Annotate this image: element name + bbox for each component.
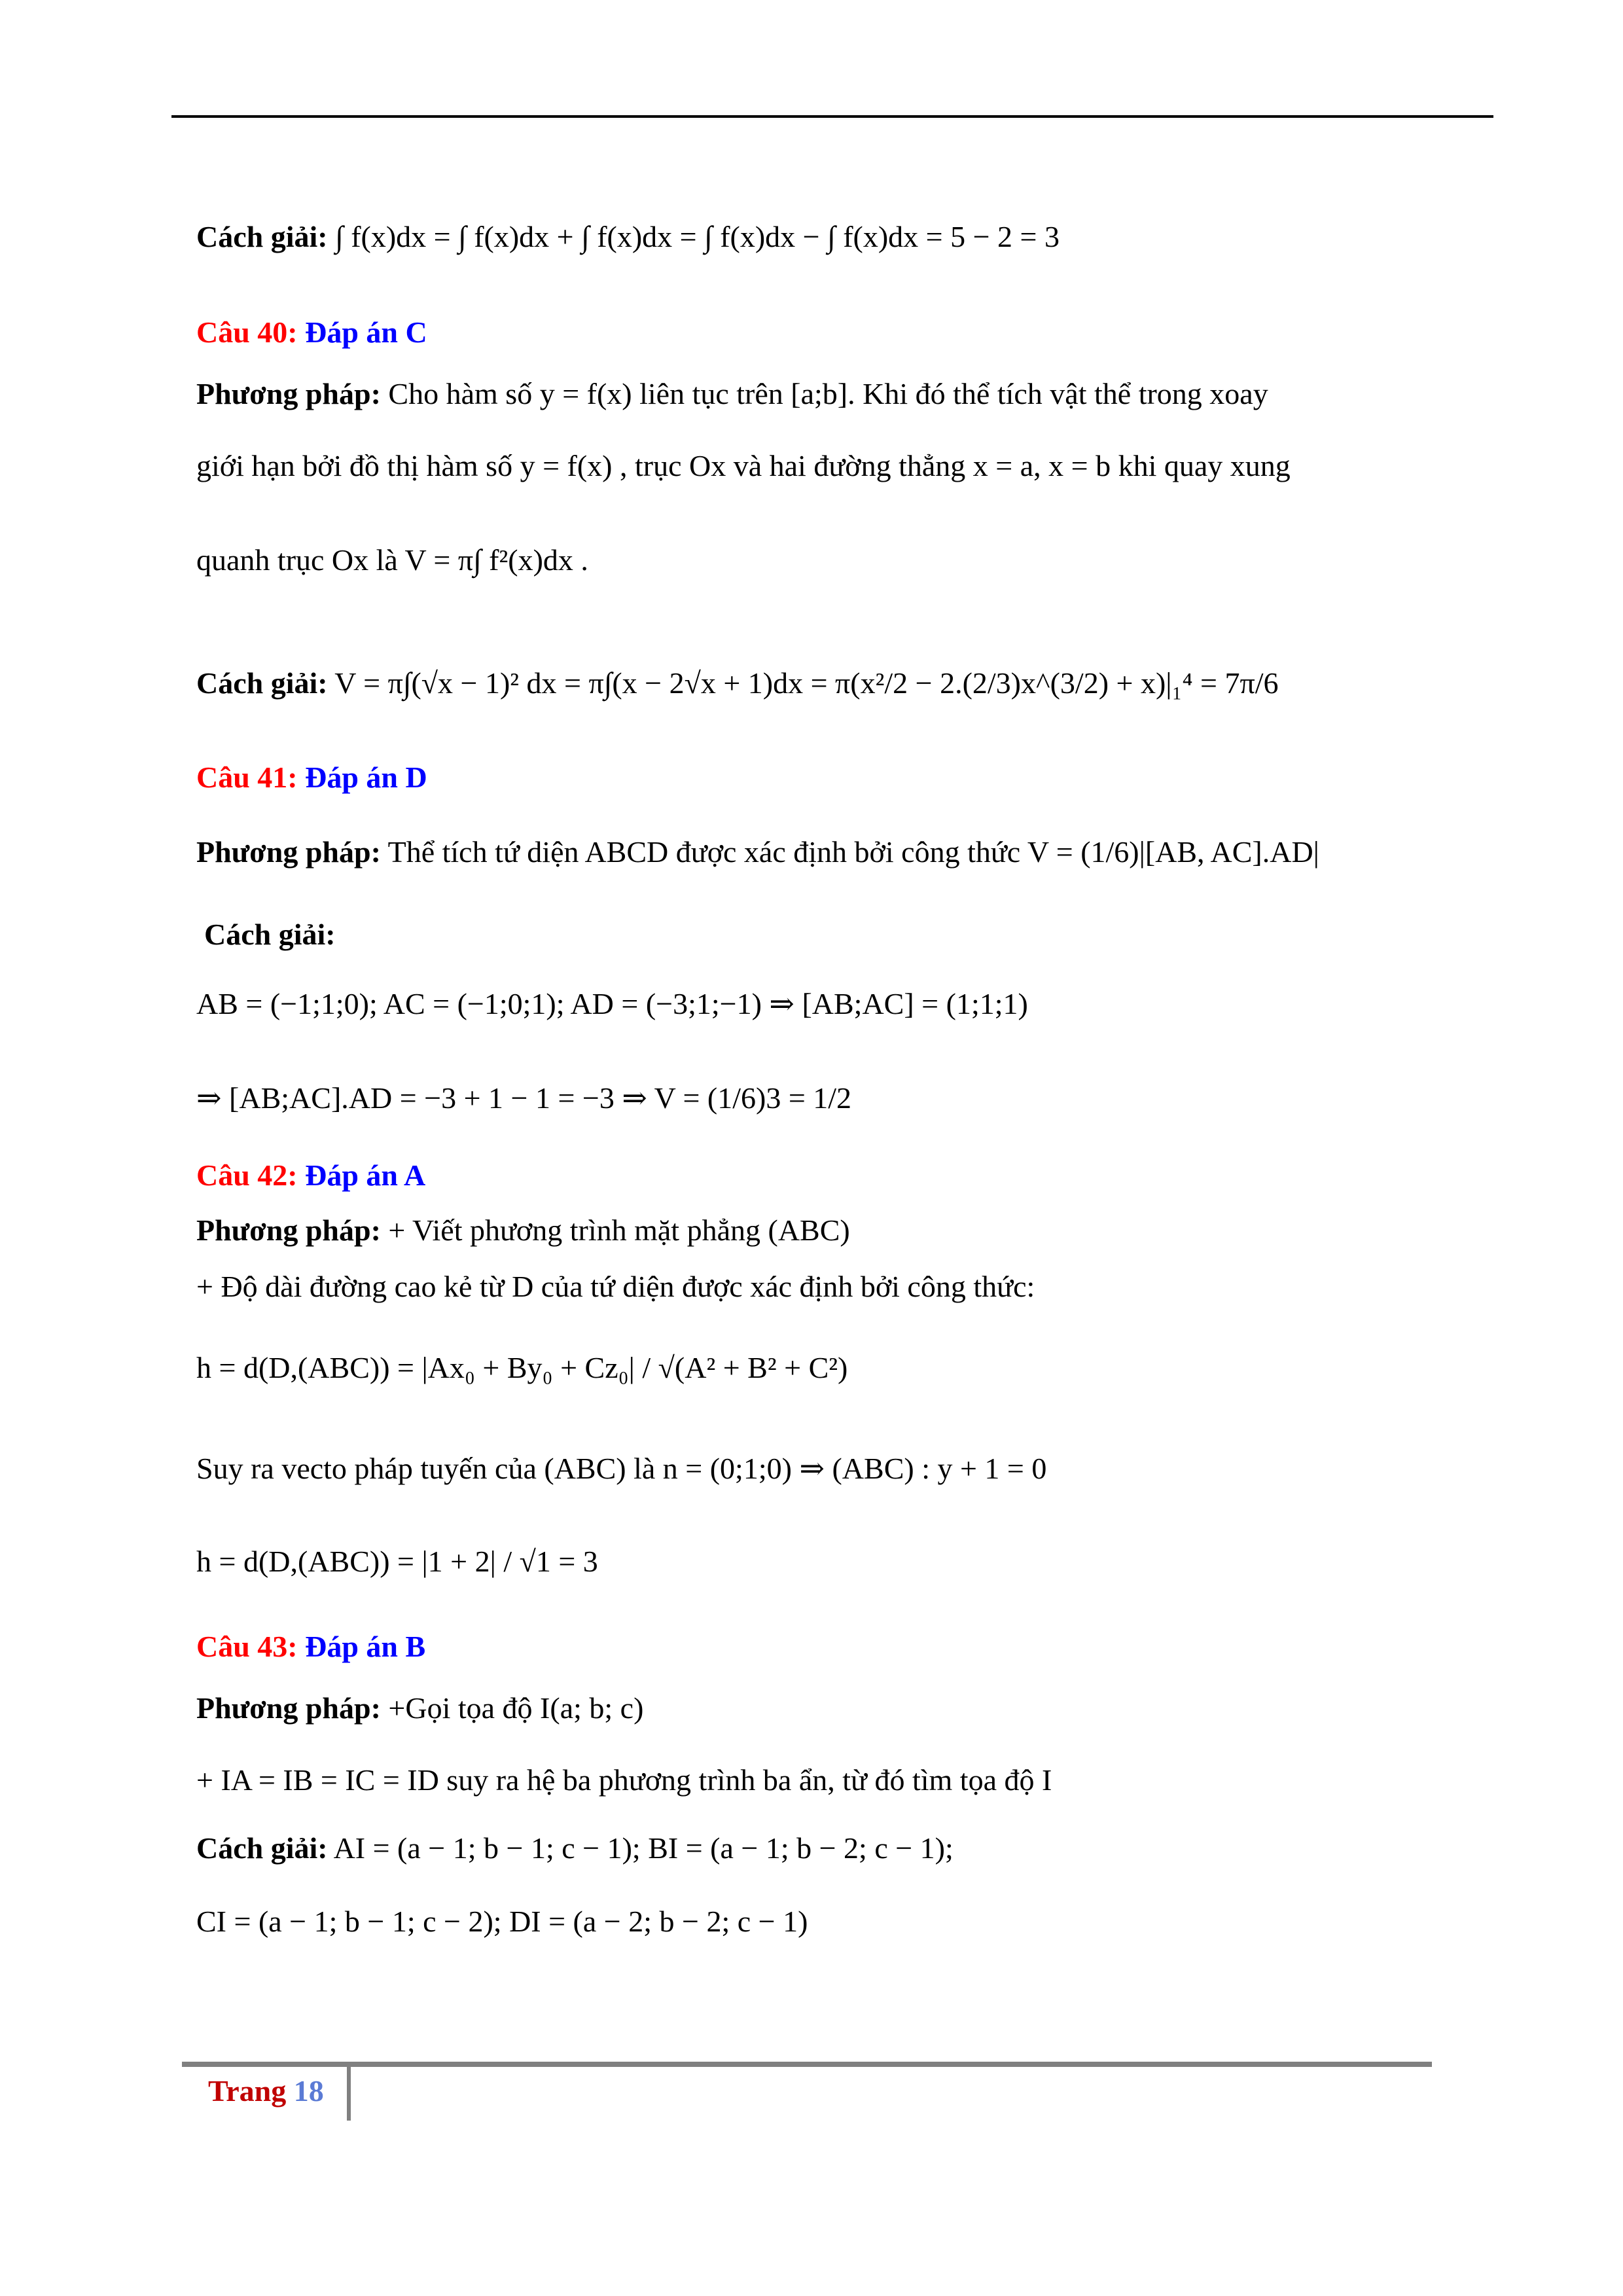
method-text: + IA = IB = IC = ID suy ra hệ ba phương trình ba ẩn, từ đó tìm tọa độ I [196,1763,1052,1797]
q41-method [196,833,1319,872]
method-text: +Gọi tọa độ I(a; b; c) [388,1691,644,1725]
method-text: Cho hàm số y = f(x) liên tục trên [a;b]. Khi đó thể tích vật thể trong xoay [388,377,1268,410]
page-label: Trang [208,2074,287,2108]
question-41-heading [196,758,427,797]
q42-text3 [196,1449,1046,1488]
header-rule [171,115,1493,118]
q43-solution-line1 [196,1829,954,1868]
question-answer: Đáp án C [305,315,427,349]
method-label: Phương pháp: [196,835,381,869]
q43-solution-line2 [196,1902,808,1941]
page-number-value: 18 [293,2074,324,2108]
question-answer: Đáp án D [305,761,427,794]
method-text: + Viết phương trình mặt phẳng (ABC) [388,1213,850,1247]
q40-method-line2 [196,446,1291,486]
footer-rule [182,2062,1432,2067]
q40-method-line1 [196,374,1268,414]
question-43-heading [196,1627,425,1666]
solution-formula: AI = (a − 1; b − 1; c − 1); BI = (a − 1; b − 2; c − 1); [333,1831,954,1865]
q40-solution [196,664,1279,703]
q40-method-line3 [196,541,588,580]
solution-label: Cách giải: [196,666,328,700]
solution-formula: V = π∫(√x − 1)² dx = π∫(x − 2√x + 1)dx = π(x²/2 − 2.(2/3)x^(3/2) + x)|₁⁴ = 7π/6 [334,666,1279,700]
question-answer: Đáp án A [305,1158,426,1192]
question-number: Câu 40: [196,315,298,349]
question-number: Câu 42: [196,1158,298,1192]
solution-line-integral [196,217,1060,257]
question-number: Câu 41: [196,761,298,794]
method-label: Phương pháp: [196,1213,381,1247]
q42-method-line2 [196,1267,1035,1306]
q43-method-line2 [196,1761,1052,1800]
method-text: quanh trục Ox là V = π∫ f²(x)dx . [196,543,588,577]
solution-formula: AB = (−1;1;0); AC = (−1;0;1); AD = (−3;1;−1) ⇒ [AB;AC] = (1;1;1) [196,987,1028,1020]
solution-formula: CI = (a − 1; b − 1; c − 2); DI = (a − 2; b − 2; c − 1) [196,1905,808,1938]
q41-solution-line2 [196,1079,851,1118]
distance-formula: h = d(D,(ABC)) = |Ax₀ + By₀ + Cz₀| / √(A² + B² + C²) [196,1351,848,1384]
method-text: giới hạn bởi đồ thị hàm số y = f(x) , trục Ox và hai đường thẳng x = a, x = b khi quay xung [196,449,1291,482]
q42-method-line1 [196,1211,850,1250]
method-text: Thể tích tứ diện ABCD được xác định bởi công thức V = (1/6)|[AB, AC].AD| [387,835,1319,869]
solution-label: Cách giải: [196,220,328,253]
question-number: Câu 43: [196,1630,298,1663]
question-answer: Đáp án B [305,1630,426,1663]
page-number [208,2073,324,2108]
footer-divider [347,2064,351,2121]
integral-formula: ∫ f(x)dx = ∫ f(x)dx + ∫ f(x)dx = ∫ f(x)dx − ∫ f(x)dx = 5 − 2 = 3 [335,220,1060,253]
solution-label: Cách giải: [196,1831,328,1865]
q41-solution-line1 [196,984,1028,1024]
question-40-heading [196,313,427,352]
q42-formula1 [196,1348,847,1388]
method-label: Phương pháp: [196,377,381,410]
distance-result: h = d(D,(ABC)) = |1 + 2| / √1 = 3 [196,1545,598,1578]
question-42-heading [196,1156,425,1195]
method-text: + Độ dài đường cao kẻ từ D của tứ diện được xác định bởi công thức: [196,1270,1035,1303]
q42-formula2 [196,1542,598,1581]
q43-method-line1 [196,1689,643,1728]
solution-label: Cách giải: [204,918,336,951]
q41-solution-label [204,915,336,954]
method-text: Suy ra vecto pháp tuyến của (ABC) là n = (0;1;0) ⇒ (ABC) : y + 1 = 0 [196,1452,1047,1485]
method-label: Phương pháp: [196,1691,381,1725]
solution-formula: ⇒ [AB;AC].AD = −3 + 1 − 1 = −3 ⇒ V = (1/6)3 = 1/2 [196,1081,852,1115]
